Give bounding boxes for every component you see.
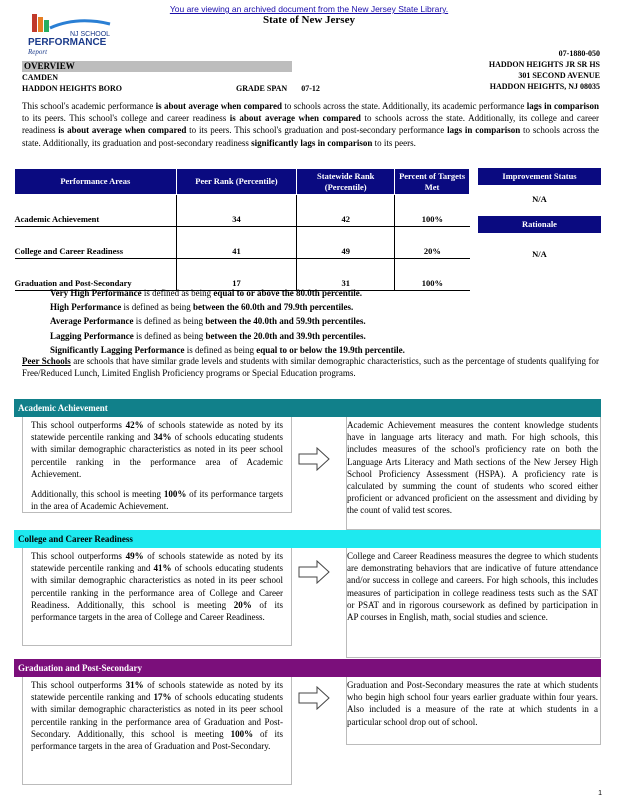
graduation-post-secondary-heading: Graduation and Post-Secondary	[14, 659, 601, 677]
row-targets-met: 100%	[395, 259, 470, 291]
school-identification	[489, 48, 600, 92]
school-address2: HADDON HEIGHTS, NJ 08035	[489, 82, 600, 91]
archive-notice-link[interactable]: You are viewing an archived document from the New Jersey State Library.	[169, 4, 449, 14]
row-peer-rank: 17	[176, 259, 297, 291]
academic-achievement-heading: Academic Achievement	[14, 399, 601, 417]
definition-item: Lagging Performance is defined as being between the 20.0th and 39.9th percentiles.	[50, 330, 366, 341]
college-career-readiness-heading: College and Career Readiness	[14, 530, 601, 548]
college-career-readiness-description: College and Career Readiness measures the degree to which students are demonstrating behaviors that are indicative of future attendance and/or success in college and careers. For high schools, this includes measures of participation in college readiness tests such as the SAT or PSAT and in rigorous coursework as defined by participation in AP courses in English, math, social studies and science.	[346, 548, 601, 658]
college-career-readiness-summary: This school outperforms 49% of schools statewide as noted by its statewide percentile ranking and 41% of schools educating students with similar demographic characteristics as noted in its peer school percentile ranking in the performance area of College and Career Readiness. Additionally, this school is meeting 20% of its performance targets in the area of College and Career Readiness.	[22, 548, 292, 646]
logo-line3: Report	[28, 48, 48, 56]
academic-achievement-summary: This school outperforms 42% of schools statewide as noted by its statewide percentile ranking and 34% of schools educating students with similar demographic characteristics as noted in its peer school percentile ranking in the performance area of Academic Achievement. Additionally, this school is meeting 100% of its performance targets in the area of Academic Achievement.	[22, 417, 292, 513]
improvement-status-heading: Improvement Status	[478, 168, 601, 185]
district-name: HADDON HEIGHTS BORO	[22, 84, 123, 93]
arrow-right-icon	[298, 560, 330, 584]
definition-item: Average Performance is defined as being between the 40.0th and 59.9th percentiles.	[50, 316, 366, 327]
performance-definitions	[50, 286, 405, 357]
table-row	[15, 227, 470, 259]
overview-heading: OVERVIEW	[22, 61, 292, 72]
nj-school-performance-logo	[22, 14, 114, 56]
arrow-right-icon	[298, 447, 330, 471]
row-statewide-rank: 31	[297, 259, 395, 291]
table-row	[15, 195, 470, 227]
school-code: 07-1880-050	[558, 49, 600, 58]
peer-schools-term: Peer Schools	[22, 356, 71, 366]
overview-summary: This school's academic performance is about average when compared to schools across the state. Additionally, its academic performance lags in comparison to its peers. This school's college and career readiness is about average when compared to schools across the state. Additionally, its college and career readiness is about average when compared to its peers. This school's graduation and post-secondary performance lags in comparison to schools across the state. Additionally, its graduation and post-secondary readiness significantly lags in comparison to its peers.	[22, 101, 599, 148]
grade-span	[236, 84, 320, 93]
header-peer-rank: Peer Rank (Percentile)	[176, 169, 297, 195]
header-statewide-rank: Statewide Rank (Percentile)	[297, 169, 395, 195]
logo-line1: NJ SCHOOL	[70, 31, 111, 38]
row-area: Academic Achievement	[15, 195, 177, 227]
peer-schools-definition: Peer Schools are schools that have similar grade levels and students with similar demographic characteristics, such as the percentage of students qualifying for Free/Reduced Lunch, Limited English Proficiency programs or Special Education programs.	[22, 356, 599, 379]
grade-span-value: 07-12	[301, 84, 320, 93]
header-performance-areas: Performance Areas	[15, 169, 177, 195]
row-statewide-rank: 42	[297, 195, 395, 227]
row-statewide-rank: 49	[297, 227, 395, 259]
state-title: State of New Jersey	[263, 14, 355, 26]
arrow-right-icon	[298, 686, 330, 710]
school-address1: 301 SECOND AVENUE	[518, 71, 600, 80]
logo-line2: PERFORMANCE	[28, 37, 107, 48]
improvement-status-value: N/A	[532, 194, 547, 204]
rationale-heading: Rationale	[478, 216, 601, 233]
row-peer-rank: 41	[176, 227, 297, 259]
row-targets-met: 100%	[395, 195, 470, 227]
graduation-post-secondary-summary: This school outperforms 31% of schools statewide as noted by its statewide percentile ranking and 17% of schools educating students with similar demographic characteristics as noted in its peer school percentile ranking in the performance area of Graduation and Post-Secondary. Additionally, this school is meeting 100% of its performance targets in the area of Graduation and Post-Secondary.	[22, 677, 292, 785]
performance-table	[14, 168, 470, 291]
grade-span-label: GRADE SPAN	[236, 84, 288, 93]
row-peer-rank: 34	[176, 195, 297, 227]
county-name: CAMDEN	[22, 73, 58, 82]
rationale-value: N/A	[532, 249, 547, 259]
row-area: College and Career Readiness	[15, 227, 177, 259]
page-number: 1	[598, 790, 602, 797]
definition-item: Very High Performance is defined as being equal to or above the 80.0th percentile.	[50, 288, 363, 298]
row-targets-met: 20%	[395, 227, 470, 259]
academic-achievement-description: Academic Achievement measures the content knowledge students have in language arts literacy and math. For high schools, this includes measures of the school's proficiency rate on both the Language Arts Literacy and Math sections of the New Jersey High School Proficiency Assessment (HSPA). A proficiency rate is calculated by summing the count of students who scored either proficient or advanced proficient on the assessment and dividing by the count of valid test scores.	[346, 417, 601, 530]
header-targets-met: Percent of Targets Met	[395, 169, 470, 195]
school-name: HADDON HEIGHTS JR SR HS	[488, 60, 600, 69]
row-area: Graduation and Post-Secondary	[15, 259, 177, 291]
graduation-post-secondary-description: Graduation and Post-Secondary measures the rate at which students who begin high school four years earlier graduate within four years. Also included is a measure of the rate at which students in a particular school drop out of school.	[346, 677, 601, 745]
definition-item: Significantly Lagging Performance is defined as being equal to or below the 19.9th percentile.	[50, 344, 405, 355]
definition-item: High Performance is defined as being between the 60.0th and 79.9th percentiles.	[50, 302, 354, 313]
